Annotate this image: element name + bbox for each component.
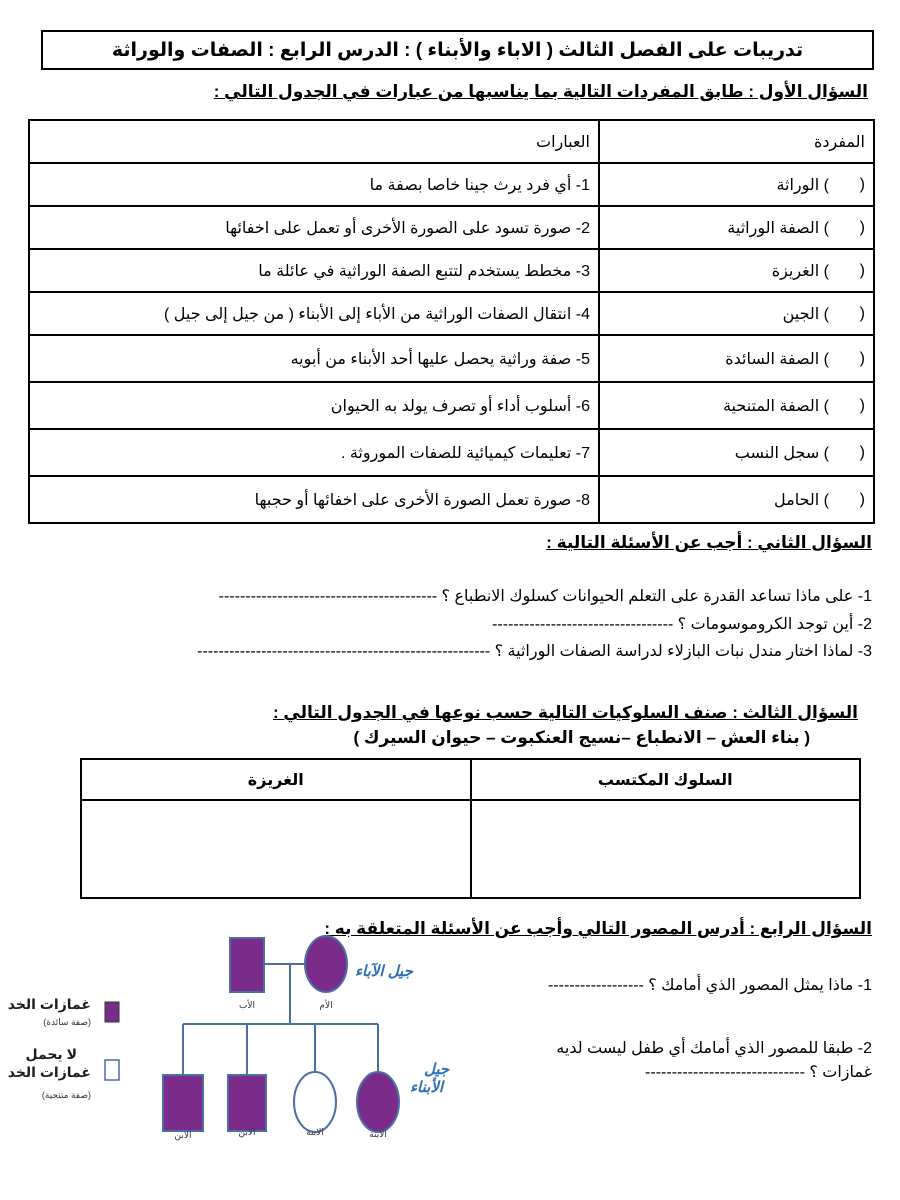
pedigree-lines — [183, 964, 378, 1075]
table-row — [29, 382, 874, 429]
term-label: ) الصفة المتنحية — [722, 397, 829, 415]
q4-question-2-line-2: غمازات ؟ ------------------------------ — [645, 1064, 872, 1081]
q1-header-term: المفردة — [599, 120, 874, 163]
child-1-label: الابن — [174, 1130, 192, 1140]
children-generation-label-2: الأبناء — [410, 1079, 444, 1096]
legend-unaffected-label-2: غمازات الخد — [7, 1064, 91, 1080]
answer-blank[interactable]: ( — [859, 443, 865, 461]
legend-affected-label: غمازات الخد — [7, 996, 91, 1012]
parents-generation-label: جيل الآباء — [355, 963, 413, 980]
mother-label: الأم — [319, 1000, 333, 1010]
child-2-symbol — [228, 1075, 266, 1131]
legend-unaffected-label-1: لا يحمل — [25, 1046, 77, 1062]
father-label: الأب — [238, 1000, 256, 1010]
q2-question-2: 2- أين توجد الكروموسومات ؟ ---------------------------------- — [492, 616, 872, 633]
legend-unaffected-sub: (صفة متنحية) — [41, 1090, 91, 1100]
child-3-symbol — [294, 1072, 336, 1132]
mother-symbol — [305, 936, 347, 992]
child-4-symbol — [357, 1072, 399, 1132]
table-row — [29, 476, 874, 523]
answer-blank[interactable]: ( — [859, 396, 865, 414]
table-row — [29, 335, 874, 382]
q1-heading: السؤال الأول : طابق المفردات التالية بما يناسبها من عبارات في الجدول التالي : — [213, 82, 868, 101]
q4-question-2-line-1: 2- طبقا للمصور الذي أمامك أي طفل ليست لديه — [556, 1040, 872, 1057]
table-row — [29, 206, 874, 249]
statement: 4- انتقال الصفات الوراثية من الأباء إلى الأبناء ( من جيل إلى جيل ) — [29, 292, 599, 335]
table-row — [29, 429, 874, 476]
q1-header-statement: العبارات — [29, 120, 599, 163]
term-label: ) الجين — [782, 305, 829, 323]
legend-affected-sub: (صفة سائدة) — [43, 1017, 91, 1027]
q4-heading: السؤال الرابع : أدرس المصور التالي وأجب عن الأسئلة المتعلقة به : — [324, 919, 872, 938]
answer-blank[interactable]: ( — [859, 175, 865, 193]
q3-header-learned: السلوك المكتسب — [471, 759, 861, 800]
answer-blank[interactable]: ( — [859, 218, 865, 236]
statement: 8- صورة تعمل الصورة الأخرى على اخفائها أو حجبها — [29, 476, 599, 523]
child-2-label: الابن — [238, 1127, 256, 1137]
q3-classification-table — [80, 758, 861, 899]
answer-blank[interactable]: ( — [859, 304, 865, 322]
q2-question-3: 3- لماذا اختار مندل نبات البازلاء لدراسة الصفات الوراثية ؟ ------------------------------------------------------- — [197, 643, 872, 660]
legend-unaffected-symbol — [105, 1060, 119, 1080]
statement: 7- تعليمات كيميائية للصفات الموروثة . — [29, 429, 599, 476]
statement: 1- أي فرد يرث جينا خاصا بصفة ما — [29, 163, 599, 206]
q1-matching-table — [28, 119, 875, 524]
q2-heading: السؤال الثاني : أجب عن الأسئلة التالية : — [546, 533, 872, 552]
table-row — [29, 249, 874, 292]
legend-affected-symbol — [105, 1002, 119, 1022]
q4-question-1: 1- ماذا يمثل المصور الذي أمامك ؟ ------------------ — [547, 977, 872, 994]
child-1-symbol — [163, 1075, 203, 1131]
term-label: ) الصفة الوراثية — [727, 219, 829, 237]
q3-header-instinct: الغريزة — [81, 759, 471, 800]
statement: 6- أسلوب أداء أو تصرف يولد به الحيوان — [29, 382, 599, 429]
q3-items: ( بناء العش – الانطباع –نسيج العنكبوت – حيوان السيرك ) — [353, 728, 810, 747]
q3-answer-learned[interactable] — [471, 800, 861, 898]
term-label: ) سجل النسب — [734, 444, 829, 462]
q3-answer-instinct[interactable] — [81, 800, 471, 898]
term-label: ) الحامل — [774, 491, 829, 509]
answer-blank[interactable]: ( — [859, 261, 865, 279]
page-title: تدريبات على الفصل الثالث ( الاباء والأبناء ) : الدرس الرابع : الصفات والوراثة — [41, 30, 874, 70]
term-label: ) الغريزة — [771, 262, 829, 280]
statement: 5- صفة وراثية يحصل عليها أحد الأبناء من أبويه — [29, 335, 599, 382]
answer-blank[interactable]: ( — [859, 490, 865, 508]
father-symbol — [230, 938, 264, 992]
q3-heading: السؤال الثالث : صنف السلوكيات التالية حسب نوعها في الجدول التالي : — [273, 703, 858, 722]
term-label: ) الصفة السائدة — [725, 350, 829, 368]
statement: 3- مخطط يستخدم لتتبع الصفة الوراثية في عائلة ما — [29, 249, 599, 292]
table-row — [29, 292, 874, 335]
term-label: ) الوراثة — [776, 176, 829, 194]
q2-question-1: 1- على ماذا تساعد القدرة على التعلم الحيوانات كسلوك الانطباع ؟ ----------------------------------------- — [218, 588, 872, 605]
child-3-label: الابنة — [306, 1127, 324, 1137]
answer-blank[interactable]: ( — [859, 349, 865, 367]
statement: 2- صورة تسود على الصورة الأخرى أو تعمل على اخفائها — [29, 206, 599, 249]
child-4-label: الابنة — [369, 1129, 387, 1139]
children-generation-label-1: جيل — [424, 1061, 450, 1078]
table-row — [29, 163, 874, 206]
